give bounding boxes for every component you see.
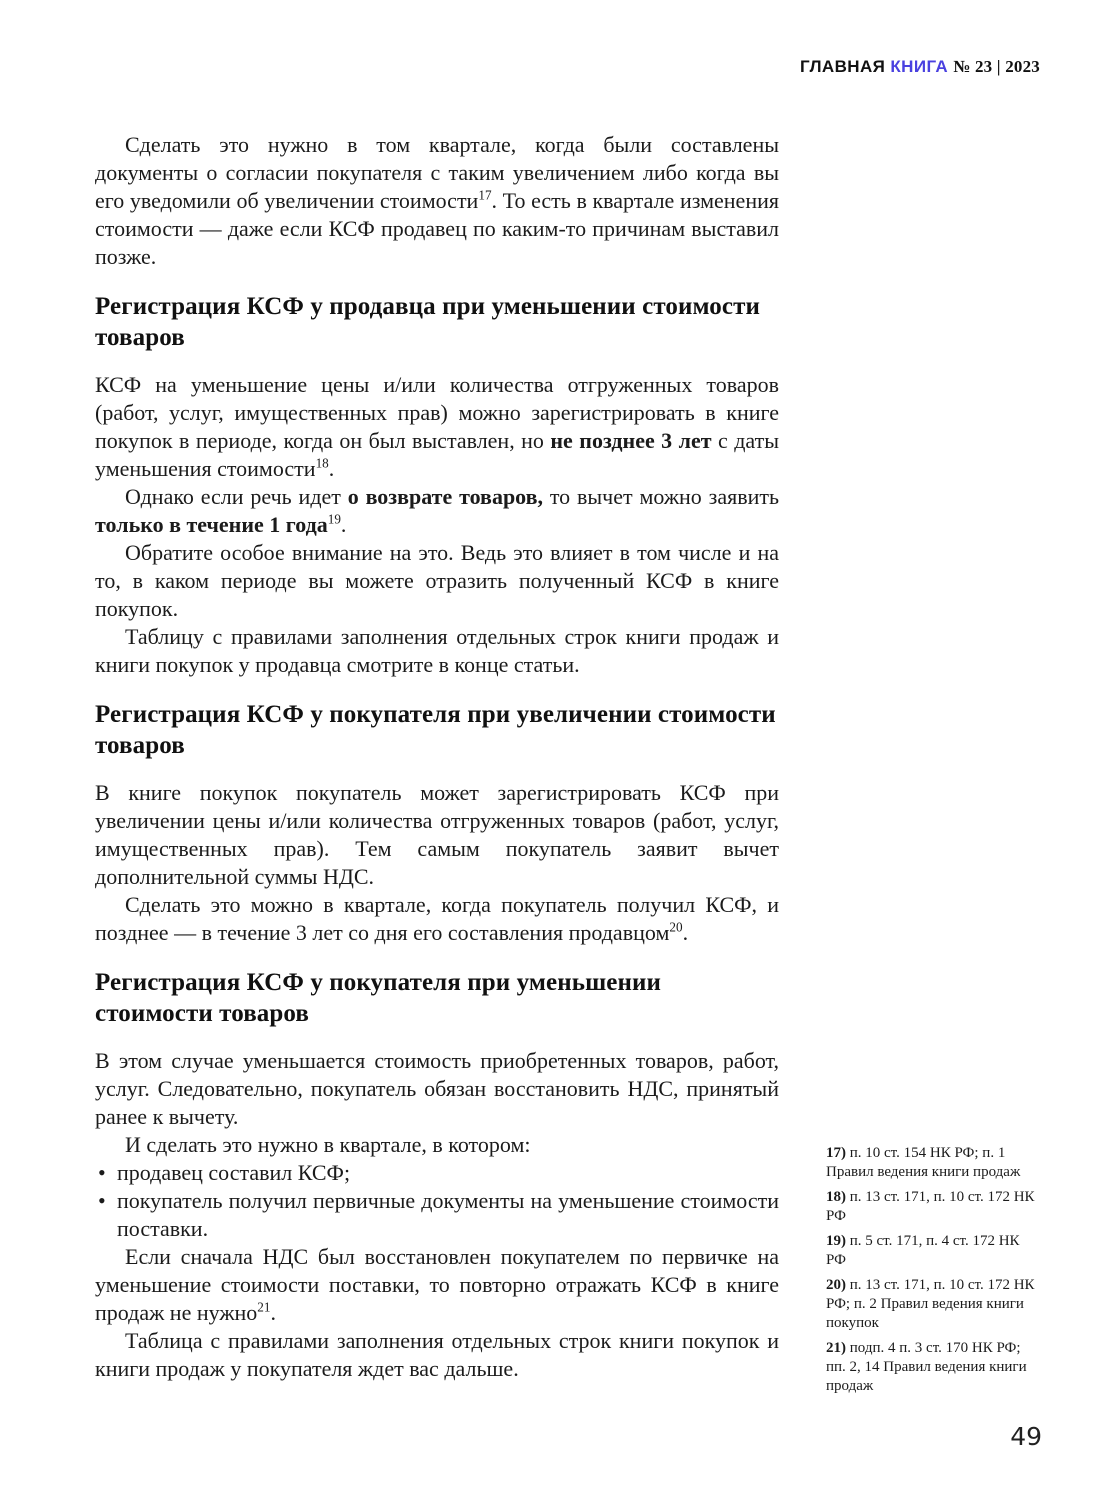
footnote-item	[826, 1232, 1040, 1270]
brand-name-primary: ГЛАВНАЯ	[799, 57, 886, 76]
issue-number: № 23 | 2023	[953, 57, 1040, 76]
paragraph: В книге покупок покупатель может зарегистрировать КСФ при увеличении цены и/или количества отгруженных товаров (работ, услуг, имущественных прав). Тем самым покупатель заявит вычет дополнительной суммы НДС.	[95, 780, 779, 889]
paragraph: КСФ на уменьшение цены и/или количества отгруженных товаров (работ, услуг, имущественных прав) можно зарегистрировать в книге покупок в периоде, когда он был выставлен, но не позднее 3 лет с даты уменьшения стоимости$^{18}$.	[95, 372, 779, 481]
page-number: 49	[1010, 1422, 1042, 1451]
footnote-text: п. 5 ст. 171, п. 4 ст. 172 НК РФ	[826, 1233, 1020, 1268]
footnote-number: 18)	[826, 1189, 846, 1205]
paragraph: В этом случае уменьшается стоимость приобретенных товаров, работ, услуг. Следовательно, покупатель обязан восстановить НДС, принятый ранее к вычету.	[95, 1048, 779, 1129]
footnote-number: 21)	[826, 1340, 846, 1356]
paragraph: Если сначала НДС был восстановлен покупателем по первичке на уменьшение стоимости поставки, то повторно отражать КСФ в книге продаж не нужно$^{21}$.	[95, 1244, 779, 1325]
footnote-number: 17)	[826, 1145, 846, 1161]
footnote-number: 20)	[826, 1277, 846, 1293]
magazine-header	[800, 57, 1040, 77]
footnote-item	[826, 1144, 1040, 1182]
article	[95, 131, 779, 1383]
bullet-item	[95, 1159, 779, 1187]
bullet-icon: •	[98, 1160, 106, 1185]
paragraph: Таблицу с правилами заполнения отдельных строк книги продаж и книги покупок у продавца смотрите в конце статьи.	[95, 624, 779, 677]
footnote-text: подп. 4 п. 3 ст. 170 НК РФ; пп. 2, 14 Правил ведения книги продаж	[826, 1340, 1027, 1394]
footnote-text: п. 13 ст. 171, п. 10 ст. 172 НК РФ	[826, 1189, 1035, 1224]
paragraph: И сделать это нужно в квартале, в котором:	[125, 1132, 531, 1157]
bullet-text: продавец составил КСФ;	[117, 1160, 351, 1185]
paragraph: Сделать это нужно в том квартале, когда были составлены документы о согласии покупателя с таким увеличением либо когда вы его уведомили об увеличении стоимости$^{17}$. То есть в квартале изменения стоимости — даже если КСФ продавец по каким-то причинам выставил позже.	[95, 132, 779, 269]
paragraph: Обратите особое внимание на это. Ведь это влияет в том числе и на то, в каком периоде вы можете отразить полученный КСФ в книге покупок.	[95, 540, 779, 621]
bullet-item	[95, 1187, 779, 1243]
footnote-text: п. 10 ст. 154 НК РФ; п. 1 Правил ведения книги продаж	[826, 1145, 1021, 1180]
paragraph: Однако если речь идет о возврате товаров, то вычет можно заявить только в течение 1 года$^{19}$.	[95, 484, 780, 537]
section-heading: Регистрация КСФ у продавца при уменьшении стоимости товаров	[95, 293, 760, 351]
bullet-text: покупатель получил первичные документы на уменьшение стоимости поставки.	[117, 1188, 779, 1241]
footnote-item	[826, 1188, 1040, 1226]
section-heading: Регистрация КСФ у покупателя при увеличении стоимости товаров	[95, 701, 776, 759]
paragraph: Таблица с правилами заполнения отдельных строк книги покупок и книги продаж у покупателя ждет вас дальше.	[95, 1328, 779, 1381]
section-heading: Регистрация КСФ у покупателя при уменьшении стоимости товаров	[95, 969, 661, 1027]
footnote-number: 19)	[826, 1233, 846, 1249]
paragraph: Сделать это можно в квартале, когда покупатель получил КСФ, и позднее — в течение 3 лет со дня его составления продавцом$^{20}$.	[95, 892, 779, 945]
brand-name-accent: КНИГА	[890, 57, 949, 76]
footnotes	[826, 1144, 1040, 1402]
bullet-icon: •	[98, 1188, 106, 1213]
footnote-item	[826, 1339, 1040, 1396]
footnote-item	[826, 1276, 1040, 1333]
footnote-text: п. 13 ст. 171, п. 10 ст. 172 НК РФ; п. 2 Правил ведения книги покупок	[826, 1277, 1035, 1331]
